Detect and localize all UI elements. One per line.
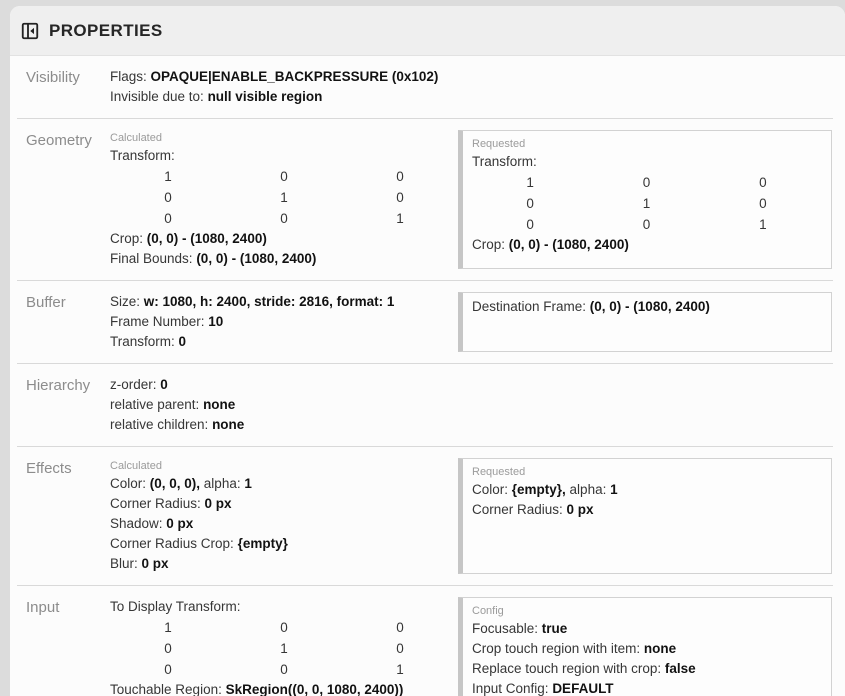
section-geometry-requested-column: [458, 130, 832, 269]
section-label-visibility: Visibility: [26, 69, 80, 86]
matrix-row: [472, 214, 821, 235]
property-line: [110, 67, 458, 87]
property-value: (0, 0) - (1080, 2400): [508, 237, 629, 252]
section-visibility-requested-column: [458, 67, 832, 107]
matrix-cell: 0: [642, 217, 651, 232]
property-label: Frame Number:: [110, 314, 209, 329]
properties-header: [10, 6, 845, 56]
property-label: Invisible due to:: [110, 89, 208, 104]
property-line: [472, 152, 821, 172]
property-line: [472, 679, 821, 696]
matrix-cell: 1: [396, 211, 404, 226]
section-buffer-requested-column: [458, 292, 832, 352]
property-label: Shadow:: [110, 516, 167, 531]
matrix-cell: 0: [280, 620, 288, 635]
matrix-cell: 1: [759, 217, 767, 232]
section-hierarchy-calculated-column: [110, 375, 458, 435]
property-label: Corner Radius:: [110, 496, 205, 511]
property-label: Flags:: [110, 69, 151, 84]
matrix-cell: 0: [164, 190, 172, 205]
property-label: alpha:: [565, 482, 611, 497]
matrix-cell: 0: [396, 641, 404, 656]
property-label: Color:: [110, 476, 150, 491]
group-caption: Calculated: [110, 460, 162, 472]
section-buffer-requested-box: [458, 292, 832, 352]
matrix-cell: 0: [396, 169, 404, 184]
property-value: 0 px: [141, 556, 169, 571]
matrix-row: [110, 638, 458, 659]
property-value: 0: [178, 334, 187, 349]
section-input-calculated-column: [110, 597, 458, 696]
property-line: [110, 375, 458, 395]
property-label: relative parent:: [110, 397, 204, 412]
property-value: 10: [208, 314, 224, 329]
section-label-input: Input: [26, 599, 60, 616]
matrix-cell: 1: [526, 175, 534, 190]
matrix-row: [472, 172, 821, 193]
property-value: 0 px: [566, 502, 594, 517]
property-label: Focusable:: [472, 621, 542, 636]
section-input-requested-box: [458, 597, 832, 696]
matrix-row: [472, 193, 821, 214]
section-label-buffer: Buffer: [26, 294, 66, 311]
section-geometry: [17, 119, 833, 281]
property-label: Corner Radius Crop:: [110, 536, 238, 551]
section-geometry-requested-box: [458, 130, 832, 269]
matrix-row: [110, 208, 458, 229]
property-label: Input Config:: [472, 681, 553, 696]
property-label: Crop:: [472, 237, 509, 252]
section-effects-requested-column: [458, 458, 832, 574]
property-line: [110, 680, 458, 696]
section-effects-calculated-column: [110, 458, 458, 574]
property-line: [110, 534, 458, 554]
section-input: [17, 586, 833, 696]
matrix-cell: 1: [280, 641, 288, 656]
property-value: false: [664, 661, 696, 676]
property-value: {empty},: [511, 482, 566, 497]
property-line: [110, 514, 458, 534]
property-label: Touchable Region:: [110, 682, 226, 696]
matrix-cell: 0: [280, 211, 288, 226]
section-label-geometry: Geometry: [26, 132, 92, 149]
property-label: alpha:: [200, 476, 245, 491]
matrix-row: [110, 617, 458, 638]
property-label: Crop touch region with item:: [472, 641, 644, 656]
property-value: {empty}: [237, 536, 288, 551]
property-value: (0, 0) - (1080, 2400): [589, 299, 710, 314]
section-buffer-calculated-column: [110, 292, 458, 352]
property-value: 1: [244, 476, 252, 491]
property-value: DEFAULT: [552, 681, 614, 696]
group-caption: Config: [472, 605, 504, 617]
properties-body: [10, 56, 845, 696]
property-line: [472, 619, 821, 639]
property-line: [110, 332, 458, 352]
matrix-cell: 0: [280, 169, 288, 184]
matrix-cell: 0: [164, 662, 172, 677]
property-line: [110, 292, 458, 312]
property-line: [472, 659, 821, 679]
property-label: Size:: [110, 294, 144, 309]
property-value: none: [203, 397, 236, 412]
section-input-requested-column: [458, 597, 832, 696]
property-value: (0, 0, 0),: [149, 476, 201, 491]
property-label: Transform:: [110, 334, 179, 349]
matrix-row: [110, 166, 458, 187]
property-label: Transform:: [472, 154, 537, 169]
property-value: 0 px: [166, 516, 194, 531]
property-value: OPAQUE|ENABLE_BACKPRESSURE (0x102): [150, 69, 439, 84]
property-line: [110, 474, 458, 494]
property-label: Destination Frame:: [472, 299, 590, 314]
matrix-cell: 0: [164, 641, 172, 656]
property-value: 1: [610, 482, 618, 497]
property-value: 0: [160, 377, 168, 392]
section-label-effects: Effects: [26, 460, 72, 477]
property-value: null visible region: [207, 89, 323, 104]
matrix-cell: 0: [759, 196, 767, 211]
property-line: [472, 639, 821, 659]
property-line: [110, 597, 458, 617]
matrix-cell: 0: [526, 196, 534, 211]
matrix-cell: 0: [526, 217, 534, 232]
properties-panel: [10, 6, 845, 696]
property-line: [110, 146, 458, 166]
property-value: (0, 0) - (1080, 2400): [196, 251, 317, 266]
property-line: [110, 494, 458, 514]
property-label: Final Bounds:: [110, 251, 197, 266]
collapse-panel-icon[interactable]: [20, 21, 40, 41]
property-line: [110, 249, 458, 269]
property-label: z-order:: [110, 377, 161, 392]
section-hierarchy: [17, 364, 833, 447]
section-effects-requested-box: [458, 458, 832, 574]
matrix-cell: 0: [759, 175, 767, 190]
property-line: [472, 480, 821, 500]
property-value: (0, 0) - (1080, 2400): [146, 231, 267, 246]
property-label: Blur:: [110, 556, 142, 571]
matrix-cell: 1: [164, 620, 172, 635]
matrix-cell: 0: [164, 211, 172, 226]
property-value: SkRegion((0, 0, 1080, 2400)): [225, 682, 404, 696]
property-label: To Display Transform:: [110, 599, 241, 614]
group-caption: Requested: [472, 138, 526, 150]
section-effects: [17, 447, 833, 586]
property-line: [472, 500, 821, 520]
property-line: [110, 395, 458, 415]
matrix-cell: 1: [396, 662, 404, 677]
matrix-cell: 0: [396, 190, 404, 205]
property-line: [472, 235, 821, 255]
matrix-cell: 1: [164, 169, 172, 184]
section-geometry-calculated-column: [110, 130, 458, 269]
matrix-cell: 1: [642, 196, 651, 211]
property-line: [472, 297, 821, 317]
property-value: none: [212, 417, 245, 432]
property-value: w: 1080, h: 2400, stride: 2816, format: 1: [143, 294, 395, 309]
matrix-row: [110, 187, 458, 208]
property-line: [110, 312, 458, 332]
matrix-row: [110, 659, 458, 680]
property-value: true: [541, 621, 568, 636]
property-label: Color:: [472, 482, 512, 497]
section-visibility: [17, 56, 833, 119]
matrix-cell: 1: [280, 190, 288, 205]
property-value: none: [643, 641, 677, 656]
matrix-cell: 0: [642, 175, 651, 190]
section-buffer: [17, 281, 833, 364]
panel-title: PROPERTIES: [49, 20, 163, 40]
property-line: [110, 554, 458, 574]
property-label: Crop:: [110, 231, 147, 246]
property-label: Corner Radius:: [472, 502, 567, 517]
property-label: Transform:: [110, 148, 175, 163]
property-line: [110, 229, 458, 249]
group-caption: Requested: [472, 466, 526, 478]
property-line: [110, 415, 458, 435]
matrix-cell: 0: [280, 662, 288, 677]
section-label-hierarchy: Hierarchy: [26, 377, 91, 394]
property-line: [110, 87, 458, 107]
section-hierarchy-requested-column: [458, 375, 832, 435]
property-value: 0 px: [204, 496, 232, 511]
property-label: Replace touch region with crop:: [472, 661, 665, 676]
section-visibility-calculated-column: [110, 67, 458, 107]
group-caption: Calculated: [110, 132, 162, 144]
matrix-cell: 0: [396, 620, 404, 635]
property-label: relative children:: [110, 417, 213, 432]
